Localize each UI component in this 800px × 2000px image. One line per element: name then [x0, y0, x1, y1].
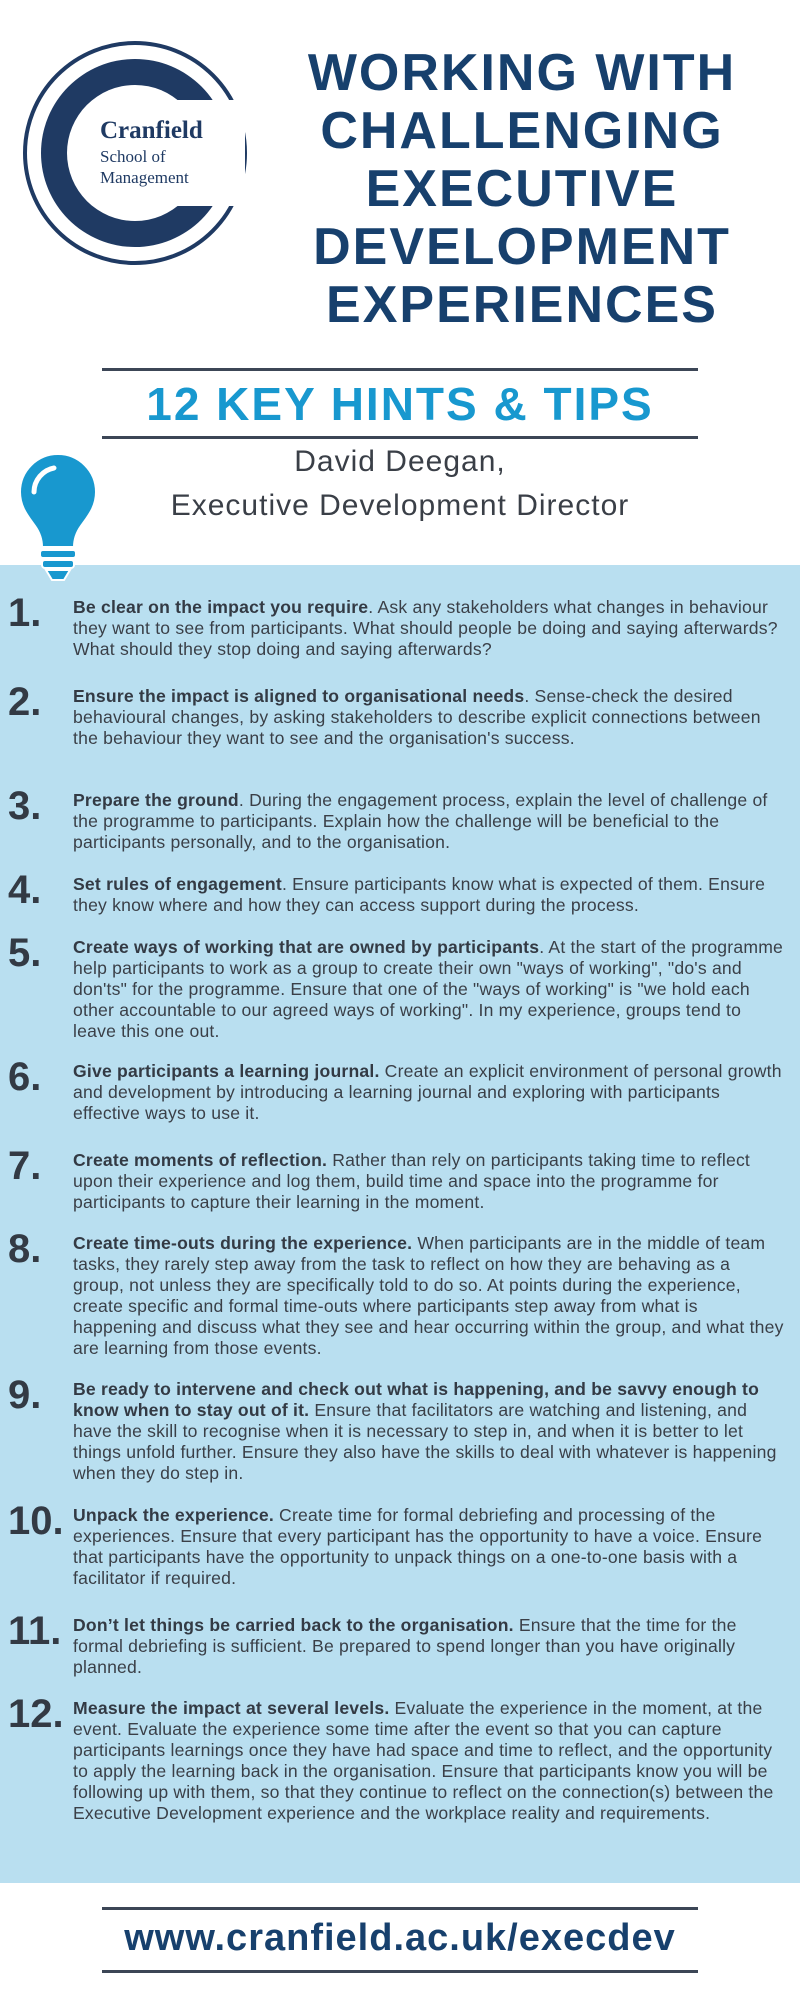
author-block [100, 440, 700, 528]
tip-text [73, 1150, 785, 1213]
tip-number: 1. [8, 591, 42, 635]
author-name: David Deegan, [294, 445, 506, 478]
tip-text [73, 874, 785, 916]
tip-heading: Be clear on the impact you require [73, 597, 369, 617]
logo-management: Management [100, 168, 189, 187]
tip-text [73, 1505, 785, 1589]
tip-number: 9. [8, 1373, 42, 1417]
tip-number: 4. [8, 868, 42, 912]
title-line: EXPERIENCES [326, 276, 718, 334]
tip-heading: Create ways of working that are owned by participants [73, 937, 540, 957]
tip-body: Create an explicit environment of personal growth and development by introducing a learning journal and exploring with participants effective ways to use it. [73, 1061, 782, 1123]
tip-number: 8. [8, 1227, 42, 1271]
tip-number: 5. [8, 931, 42, 975]
title-line: EXECUTIVE [365, 160, 679, 218]
tip-number: 7. [8, 1144, 42, 1188]
tip-number: 12. [8, 1692, 64, 1736]
tip-body: Ensure that the time for the formal debriefing is sufficient. Be prepared to spend longer than you have originally planned. [73, 1615, 737, 1677]
tip-text [73, 1698, 785, 1824]
tip-heading: Don’t let things be carried back to the organisation. [73, 1615, 514, 1635]
divider-bottom [102, 436, 698, 439]
logo-school: School of [100, 147, 166, 166]
tip-heading: Prepare the ground [73, 790, 239, 810]
tip-body: . Sense-check the desired behavioural changes, by asking stakeholders to describe explicit connections between the behaviour they want to see and the organisation's success. [73, 686, 761, 748]
tip-text [73, 1379, 785, 1484]
header [0, 0, 800, 565]
tip-text [73, 790, 785, 853]
tip-heading: Unpack the experience. [73, 1505, 274, 1525]
tip-text [73, 1615, 785, 1678]
tip-heading: Create moments of reflection. [73, 1150, 328, 1170]
tip-heading: Measure the impact at several levels. [73, 1698, 390, 1718]
author-role: Executive Development Director [170, 489, 630, 522]
title-line: CHALLENGING [320, 102, 724, 160]
tip-body: . At the start of the programme help participants to work as a group to create their own "ways of working", "do's and don'ts" for the programme. Ensure that one of the "ways of working" is "we hold each other accountable to our agreed ways of working". In my experience, groups tend to leave this one out. [73, 937, 784, 1041]
footer-website-link[interactable]: www.cranfield.ac.uk/execdev [124, 1917, 676, 1959]
tip-text [73, 597, 785, 660]
logo-name: Cranfield [100, 117, 203, 144]
tip-heading: Be ready to intervene and check out what is happening, and be savvy enough to know when to stay out of it. [73, 1379, 760, 1420]
tip-body: When participants are in the middle of team tasks, they rarely step away from the task to reflect on how they are behaving as a group, not unless they are specifically told to do so. At points during the experience, create specific and formal time-outs where participants step away from what is happening and discuss what they see and hear occurring within the group, and what they are learning from those events. [73, 1233, 784, 1358]
tip-heading: Create time-outs during the experience. [73, 1233, 413, 1253]
tip-text [73, 1061, 785, 1124]
tip-heading: Give participants a learning journal. [73, 1061, 380, 1081]
divider-top [102, 368, 698, 371]
tip-text [73, 686, 785, 749]
tip-text [73, 937, 785, 1042]
tip-body: Create time for formal debriefing and processing of the experiences. Ensure that every participant has the opportunity to have a voice. Ensure that participants have the opportunity to unpack things on a one-to-one basis with a facilitator if required. [73, 1505, 763, 1588]
tips-panel [0, 565, 800, 1883]
tip-body: Evaluate the experience in the moment, at the event. Evaluate the experience some time after the event so that you can capture participants learnings once they have had space and time to reflect, and the opportunity to apply the learning back in the organisation. Ensure that participants know you will be following up with them, so that they continue to reflect on the connection(s) between the Executive Development experience and the workplace reality and requirements. [73, 1698, 774, 1823]
title-line: DEVELOPMENT [313, 218, 731, 276]
tip-body: Ensure that facilitators are watching and listening, and have the skill to recognise when it is necessary to step in, and when it is better to let things unfold further. Ensure they also have the skills to deal with whatever is happening when they do step in. [73, 1400, 777, 1483]
title-line: WORKING WITH [307, 44, 737, 102]
tip-number: 11. [8, 1609, 62, 1653]
tip-heading: Ensure the impact is aligned to organisational needs [73, 686, 525, 706]
tip-number: 3. [8, 784, 42, 828]
tip-body: Rather than rely on participants taking time to reflect upon their experience and log them, build time and space into the programme for participants to capture their learning in the moment. [73, 1150, 751, 1212]
tip-body: . During the engagement process, explain the level of challenge of the programme to participants. Explain how the challenge will be beneficial to the participants personally, and to the organisation. [73, 790, 768, 852]
cranfield-logo [22, 40, 248, 266]
tip-number: 10. [8, 1499, 64, 1543]
subtitle: 12 KEY HINTS & TIPS [146, 378, 654, 430]
page-title [262, 44, 782, 334]
tip-number: 2. [8, 680, 42, 724]
lightbulb-icon [18, 452, 98, 588]
tip-body: . Ask any stakeholders what changes in behaviour they want to see from participants. What should people be doing and saying afterwards? What should they stop doing and saying afterwards? [73, 597, 778, 659]
tip-number: 6. [8, 1055, 42, 1099]
tip-text [73, 1233, 785, 1359]
tip-body: . Ensure participants know what is expected of them. Ensure they know where and how they can access support during the process. [73, 874, 766, 915]
footer-divider-bottom [102, 1970, 698, 1973]
tip-heading: Set rules of engagement [73, 874, 282, 894]
